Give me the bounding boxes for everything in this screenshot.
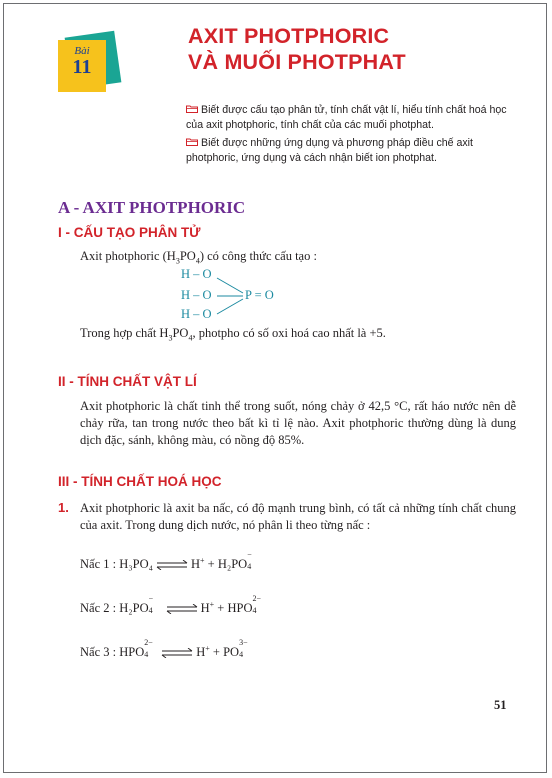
- plus: +: [204, 557, 218, 572]
- subscript: 4: [148, 606, 153, 616]
- subscript: 4: [188, 333, 193, 343]
- lesson-title: [188, 23, 406, 75]
- formula-p-o: P = O: [245, 288, 274, 302]
- subscript: 4: [195, 256, 200, 266]
- step-reactant: H₃PO₄: [119, 557, 153, 572]
- ion-index: [144, 638, 158, 660]
- physical-properties-text: Axit photphoric là chất tinh thể trong suốt, nóng chảy ở 42,5 °C, rất háo nước nên dễ chảy rữa, tan trong nước theo bất kì tỉ lệ nào. Axit photphoric thường dùng là dung dịch đặc, sánh, không màu, có nồng độ 85%.: [80, 399, 516, 447]
- lesson-title-line1: AXIT PHOTPHORIC: [188, 24, 390, 48]
- ion-index: [239, 638, 253, 660]
- step-product-a: H: [196, 645, 206, 660]
- step-product-a: H: [190, 557, 200, 572]
- structure-intro: [80, 248, 516, 270]
- plus: +: [209, 645, 224, 660]
- page-number: 51: [494, 698, 507, 712]
- ion-index: [247, 550, 261, 572]
- structural-formula: [181, 266, 291, 320]
- text-part: ) có công thức cấu tạo :: [199, 249, 317, 263]
- step-reactant: H₂PO: [119, 601, 149, 616]
- objectives: [186, 103, 516, 169]
- step-label: Nấc 1 :: [80, 557, 117, 572]
- badge-yellow-card: [58, 40, 106, 92]
- objective-text: Biết được cấu tạo phân tử, tính chất vật lí, hiểu tính chất hoá học của axit photphoric, tính chất của các muối photphat.: [186, 104, 507, 131]
- text-part: Axit photphoric (H: [80, 249, 176, 263]
- subscript: 4: [247, 562, 252, 572]
- step-label: Nấc 2 :: [80, 601, 117, 616]
- plus: +: [214, 601, 228, 616]
- formula-ho-bottom: H – O: [181, 307, 212, 321]
- charge: +: [205, 644, 210, 653]
- chemical-properties-text: Axit photphoric là axit ba nấc, có độ mạnh trung bình, có tất cả những tính chất chung của axit. Trong dung dịch nước, nó phân li theo từng nấc :: [80, 501, 516, 532]
- step-reactant: HPO: [119, 645, 145, 660]
- step-product-a: H: [200, 601, 210, 616]
- equilibrium-arrows-icon: [156, 560, 188, 570]
- badge-number: 11: [72, 56, 92, 78]
- subscript: 4: [252, 606, 257, 616]
- subscript: 4: [144, 650, 149, 660]
- equilibrium-arrows-icon: [161, 648, 193, 658]
- text-part: PO: [179, 249, 196, 263]
- objective-item: [186, 136, 516, 165]
- folder-icon: [186, 105, 198, 113]
- subscript: 3: [168, 333, 173, 343]
- ion-index: [252, 594, 266, 616]
- formula-ho-top: H – O: [181, 267, 212, 281]
- charge: −: [148, 594, 154, 604]
- dissociation-step-2: [80, 594, 266, 616]
- charge: 2−: [144, 638, 153, 648]
- text-part: , photpho có số oxi hoá cao nhất là +5.: [192, 326, 386, 340]
- charge: −: [247, 550, 252, 560]
- section-a-heading: A - AXIT PHOTPHORIC: [58, 198, 246, 217]
- dissociation-step-3: [80, 638, 253, 660]
- step-product-b: HPO: [227, 601, 253, 616]
- section-3-heading: III - TÍNH CHẤT HOÁ HỌC: [58, 474, 222, 489]
- section-2-heading: II - TÍNH CHẤT VẬT LÍ: [58, 374, 197, 389]
- dissociation-step-1: [80, 550, 261, 572]
- text-part: PO: [172, 326, 189, 340]
- item-number: 1.: [58, 500, 69, 515]
- text-part: Trong hợp chất H: [80, 326, 169, 340]
- lesson-badge: [58, 30, 120, 92]
- formula-ho-middle: H – O: [181, 288, 212, 302]
- badge-word: Bài: [74, 45, 90, 57]
- folder-icon: [186, 138, 198, 146]
- objective-text: Biết được những ứng dụng và phương pháp điều chế axit photphoric, ứng dụng và cách nhận biết ion photphat.: [186, 137, 473, 164]
- subscript: 3: [175, 256, 180, 266]
- lesson-title-line2: VÀ MUỐI PHOTPHAT: [188, 50, 406, 74]
- objective-item: [186, 103, 516, 132]
- step-product-b: PO: [223, 645, 240, 660]
- ion-index: [148, 594, 163, 616]
- charge: 3−: [239, 638, 248, 648]
- charge: 2−: [252, 594, 261, 604]
- charge: +: [200, 556, 205, 565]
- step-product-b: H₂PO: [217, 557, 248, 572]
- subscript: 4: [239, 650, 244, 660]
- equilibrium-arrows-icon: [166, 604, 198, 614]
- step-label: Nấc 3 :: [80, 645, 117, 660]
- section-1-heading: I - CẤU TẠO PHÂN TỬ: [58, 225, 201, 240]
- oxidation-statement: [80, 325, 516, 347]
- charge: +: [209, 600, 215, 609]
